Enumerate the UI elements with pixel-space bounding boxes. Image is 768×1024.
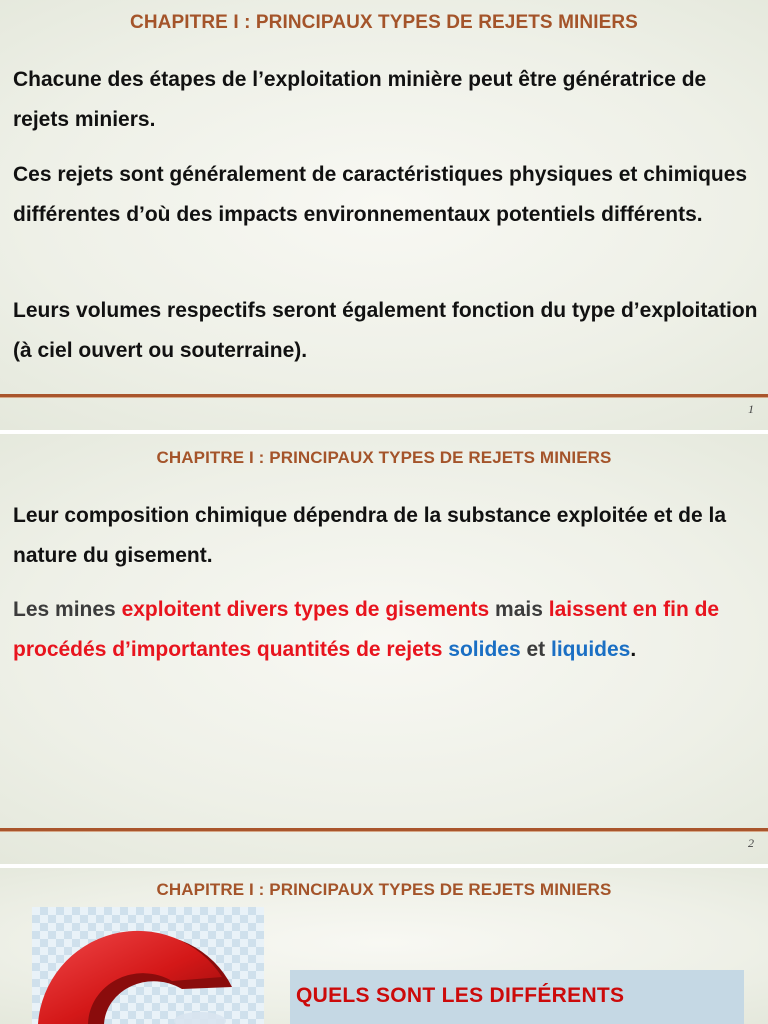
slide-3 (0, 868, 768, 1024)
text-segment: . (630, 638, 637, 661)
question-box (290, 970, 744, 1024)
footer-divider (0, 394, 768, 398)
highlight-blue: liquides (551, 638, 631, 661)
question-text: QUELS SONT LES DIFFÉRENTS (296, 984, 625, 1007)
text-segment: Les mines (13, 598, 122, 621)
paragraph-1: Chacune des étapes de l’exploitation minière peut être génératrice de rejets miniers. (13, 68, 707, 131)
highlight-red: laissent en fin de procédés d’importantes quantités de rejets (13, 598, 720, 661)
slide-title: CHAPITRE I : PRINCIPAUX TYPES DE REJETS MINIERS (156, 880, 612, 899)
highlight-red: exploitent divers types de gisements (121, 598, 490, 621)
slide-title: CHAPITRE I : PRINCIPAUX TYPES DE REJETS MINIERS (130, 12, 638, 33)
paragraph-2: Ces rejets sont généralement de caractéristiques physiques et chimiques différentes d’où des impacts environnementaux potentiels différents. (13, 163, 748, 226)
paragraph-2 (13, 590, 758, 670)
slide-number: 1 (748, 402, 754, 416)
footer-divider (0, 828, 768, 832)
slide-2 (0, 434, 768, 864)
paragraph-1: Leur composition chimique dépendra de la substance exploitée et de la nature du gisement. (13, 504, 727, 567)
slide-1 (0, 0, 768, 430)
highlight-blue: solides (448, 638, 521, 661)
slide-title: CHAPITRE I : PRINCIPAUX TYPES DE REJETS MINIERS (156, 448, 612, 467)
text-segment: mais (489, 598, 549, 621)
paragraph-3: Leurs volumes respectifs seront également fonction du type d’exploitation (à ciel ouvert ou souterraine). (13, 299, 758, 362)
illustration-panel (32, 907, 264, 1024)
slide-number: 2 (748, 836, 754, 850)
text-segment: et (520, 638, 552, 661)
red-3d-magnet-icon (32, 907, 264, 1024)
